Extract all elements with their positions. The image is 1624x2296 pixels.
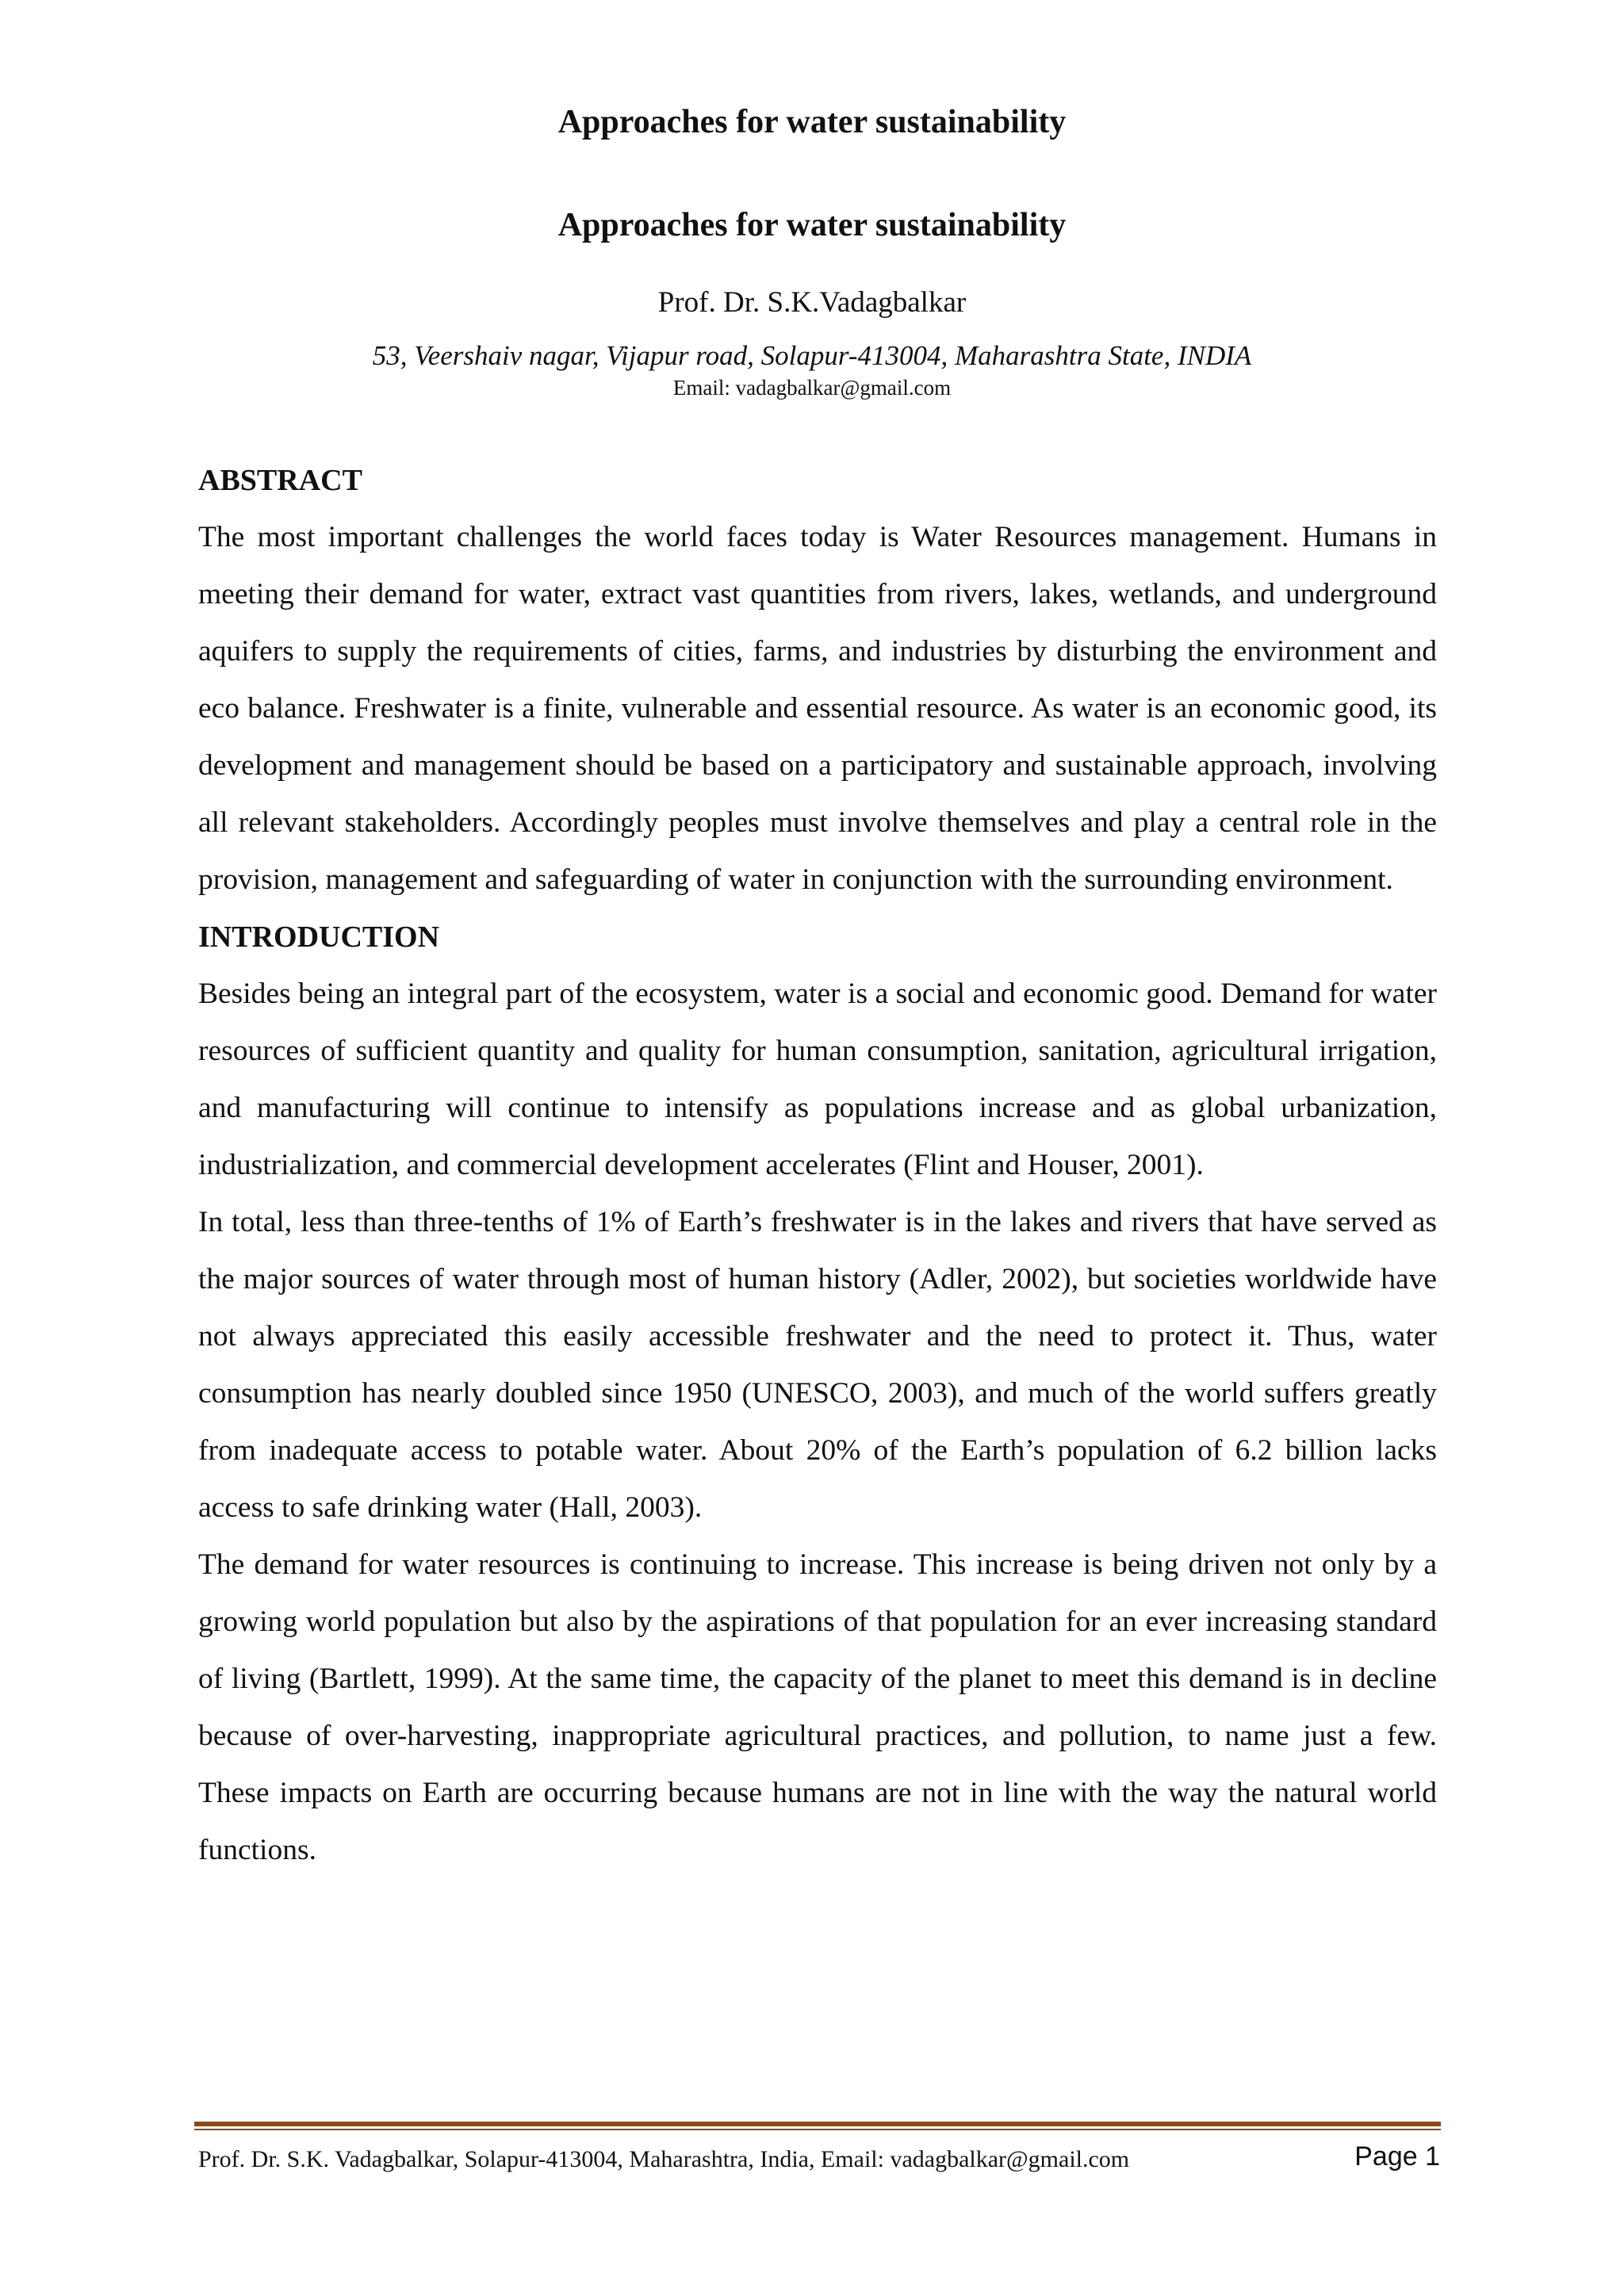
footer-divider bbox=[194, 2122, 1441, 2133]
paper-title-repeat: Approaches for water sustainability bbox=[557, 207, 1067, 243]
intro-paragraph-3: The demand for water resources is continuing to increase. This increase is being driven not only by a growing world population but also by the aspirations of that population for an ever increasing standard of living (Bartlett, 1999). At the same time, the capacity of the planet to meet this demand is in decline because of over-harvesting, inappropriate agricultural practices, and pollution, to name just a few. These impacts on Earth are occurring because humans are not in line with the way the natural world functions. bbox=[198, 1548, 1437, 1866]
intro-paragraph-2: In total, less than three-tenths of 1% of Earth’s freshwater is in the lakes and rivers that have served as the major sources of water through most of human history (Adler, 2002), but societies worldwide have not always appreciated this easily accessible freshwater and the need to protect it. Thus, water consumption has nearly doubled since 1950 (UNESCO, 2003), and much of the world suffers greatly from inadequate access to potable water. About 20% of the Earth’s population of 6.2 billion lacks access to safe drinking water (Hall, 2003). bbox=[198, 1206, 1437, 1524]
abstract-paragraph: The most important challenges the world faces today is Water Resources management. Humans in meeting their demand for water, extract vast quantities from rivers, lakes, wetlands, and underground aquifers to supply the requirements of cities, farms, and industries by disturbing the environment and eco balance. Freshwater is a finite, vulnerable and essential resource. As water is an economic good, its development and management should be based on a participatory and sustainable approach, involving all relevant stakeholders. Accordingly peoples must involve themselves and play a central role in the provision, management and safeguarding of water in conjunction with the surrounding environment. bbox=[198, 521, 1437, 896]
body-text bbox=[198, 452, 1437, 1879]
author-affiliation: 53, Veershaiv nagar, Vijapur road, Solapur-413004, Maharashtra State, INDIA bbox=[372, 340, 1252, 371]
footer-author-line: Prof. Dr. S.K. Vadagbalkar, Solapur-413004, Maharashtra, India, Email: vadagbalkar@gmail.com bbox=[198, 2146, 1130, 2172]
footer-divider-thin bbox=[194, 2129, 1441, 2130]
paper-title: Approaches for water sustainability bbox=[557, 104, 1067, 140]
page-number: Page 1 bbox=[1354, 2141, 1440, 2172]
abstract-heading: ABSTRACT bbox=[198, 464, 362, 497]
author-email: Email: vadagbalkar@gmail.com bbox=[672, 376, 952, 400]
footer-divider-thick bbox=[194, 2122, 1441, 2126]
author-name: Prof. Dr. S.K.Vadagbalkar bbox=[657, 286, 967, 319]
intro-paragraph-1: Besides being an integral part of the ecosystem, water is a social and economic good. Demand for water resources of sufficient quantity and quality for human consumption, sanitation, agricultural irrigation, and manufacturing will continue to intensify as populations increase and as global urbanization, industrialization, and commercial development accelerates (Flint and Houser, 2001). bbox=[198, 978, 1437, 1181]
introduction-heading: INTRODUCTION bbox=[198, 920, 440, 954]
